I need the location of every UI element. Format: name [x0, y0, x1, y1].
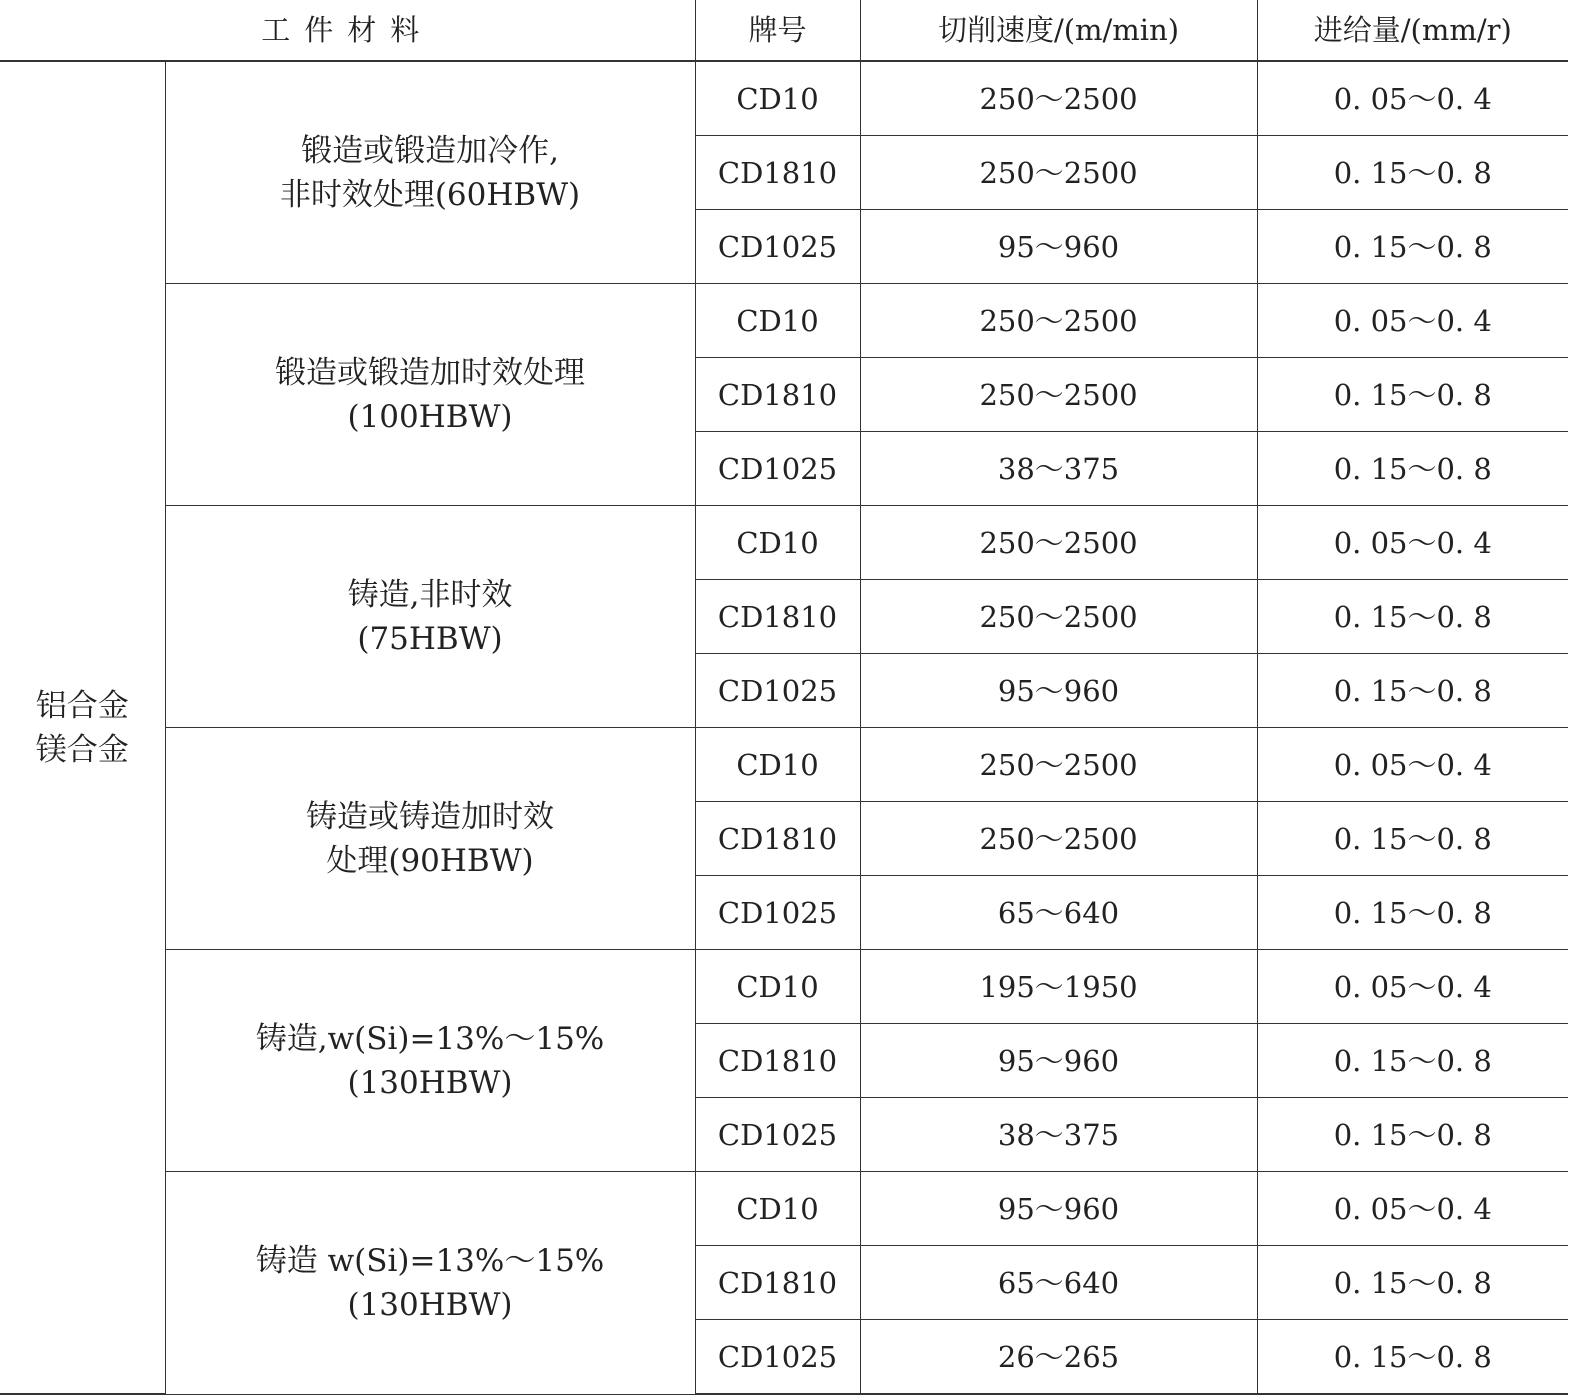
feed-rate-cell: 0. 15～0. 8: [1257, 210, 1568, 284]
cutting-speed-cell: 95～960: [860, 210, 1257, 284]
cutting-speed-cell: 250～2500: [860, 728, 1257, 802]
grade-cell: CD1025: [695, 432, 860, 506]
material-condition-line: (130HBW): [347, 1286, 513, 1323]
feed-rate-cell: 0. 05～0. 4: [1257, 1172, 1568, 1246]
material-condition-cell: [165, 506, 695, 728]
cutting-speed-cell: 38～375: [860, 432, 1257, 506]
feed-rate-cell: 0. 05～0. 4: [1257, 728, 1568, 802]
cutting-speed-cell: 250～2500: [860, 61, 1257, 136]
material-condition-line: 锻造或锻造加冷作,: [301, 132, 559, 169]
material-condition-line: 铸造,非时效: [347, 576, 513, 613]
material-condition-line: (75HBW): [357, 620, 503, 657]
material-condition-cell: [165, 61, 695, 284]
material-category-cell: [0, 61, 165, 1394]
cutting-speed-cell: 95～960: [860, 1172, 1257, 1246]
feed-rate-cell: 0. 05～0. 4: [1257, 950, 1568, 1024]
material-condition-line: 铸造 w(Si)=13%～15%: [255, 1242, 605, 1279]
grade-cell: CD1025: [695, 1320, 860, 1395]
material-condition-cell: [165, 950, 695, 1172]
feed-rate-cell: 0. 15～0. 8: [1257, 580, 1568, 654]
header-feed: 进给量/(mm/r): [1257, 0, 1568, 61]
table-row: [0, 1172, 1568, 1246]
cutting-speed-cell: 250～2500: [860, 136, 1257, 210]
feed-rate-cell: 0. 15～0. 8: [1257, 1098, 1568, 1172]
material-category-line: 镁合金: [35, 731, 129, 768]
cutting-speed-cell: 250～2500: [860, 358, 1257, 432]
grade-cell: CD1810: [695, 580, 860, 654]
table-row: [0, 950, 1568, 1024]
feed-rate-cell: 0. 15～0. 8: [1257, 1024, 1568, 1098]
grade-cell: CD1810: [695, 1246, 860, 1320]
cutting-speed-cell: 195～1950: [860, 950, 1257, 1024]
material-condition-line: 处理(90HBW): [326, 842, 534, 879]
grade-cell: CD1025: [695, 210, 860, 284]
feed-rate-cell: 0. 15～0. 8: [1257, 1320, 1568, 1395]
grade-cell: CD1810: [695, 136, 860, 210]
grade-cell: CD10: [695, 284, 860, 358]
feed-rate-cell: 0. 05～0. 4: [1257, 284, 1568, 358]
cutting-speed-cell: 95～960: [860, 654, 1257, 728]
feed-rate-cell: 0. 05～0. 4: [1257, 61, 1568, 136]
cutting-speed-cell: 65～640: [860, 1246, 1257, 1320]
feed-rate-cell: 0. 15～0. 8: [1257, 1246, 1568, 1320]
feed-rate-cell: 0. 15～0. 8: [1257, 358, 1568, 432]
material-category-line: 铝合金: [35, 687, 129, 724]
grade-cell: CD1025: [695, 876, 860, 950]
material-condition-cell: [165, 728, 695, 950]
cutting-speed-cell: 250～2500: [860, 284, 1257, 358]
material-condition-line: (130HBW): [347, 1064, 513, 1101]
cutting-speed-cell: 250～2500: [860, 580, 1257, 654]
material-condition-cell: [165, 284, 695, 506]
grade-cell: CD1025: [695, 654, 860, 728]
header-row: [0, 0, 1568, 61]
cutting-speed-cell: 250～2500: [860, 506, 1257, 580]
feed-rate-cell: 0. 05～0. 4: [1257, 506, 1568, 580]
grade-cell: CD1810: [695, 802, 860, 876]
material-condition-cell: [165, 1172, 695, 1395]
grade-cell: CD1810: [695, 1024, 860, 1098]
material-condition-line: 锻造或锻造加时效处理: [275, 354, 585, 391]
header-speed: 切削速度/(m/min): [860, 0, 1257, 61]
table-body: [0, 61, 1568, 1394]
grade-cell: CD1810: [695, 358, 860, 432]
grade-cell: CD1025: [695, 1098, 860, 1172]
grade-cell: CD10: [695, 728, 860, 802]
material-condition-line: 非时效处理(60HBW): [279, 176, 581, 213]
header-grade: 牌号: [695, 0, 860, 61]
header-material: 工件材料: [0, 0, 695, 61]
cutting-speed-cell: 26～265: [860, 1320, 1257, 1395]
grade-cell: CD10: [695, 61, 860, 136]
table-row: [0, 506, 1568, 580]
cutting-speed-cell: 65～640: [860, 876, 1257, 950]
table-row: [0, 284, 1568, 358]
material-condition-line: (100HBW): [347, 398, 513, 435]
feed-rate-cell: 0. 15～0. 8: [1257, 876, 1568, 950]
feed-rate-cell: 0. 15～0. 8: [1257, 654, 1568, 728]
cutting-speed-cell: 95～960: [860, 1024, 1257, 1098]
feed-rate-cell: 0. 15～0. 8: [1257, 432, 1568, 506]
feed-rate-cell: 0. 15～0. 8: [1257, 802, 1568, 876]
feed-rate-cell: 0. 15～0. 8: [1257, 136, 1568, 210]
grade-cell: CD10: [695, 1172, 860, 1246]
material-condition-line: 铸造或铸造加时效: [306, 798, 554, 835]
cutting-speed-cell: 250～2500: [860, 802, 1257, 876]
material-condition-line: 铸造,w(Si)=13%～15%: [255, 1020, 605, 1057]
table-row: [0, 61, 1568, 136]
grade-cell: CD10: [695, 950, 860, 1024]
grade-cell: CD10: [695, 506, 860, 580]
cutting-speed-cell: 38～375: [860, 1098, 1257, 1172]
table-row: [0, 728, 1568, 802]
